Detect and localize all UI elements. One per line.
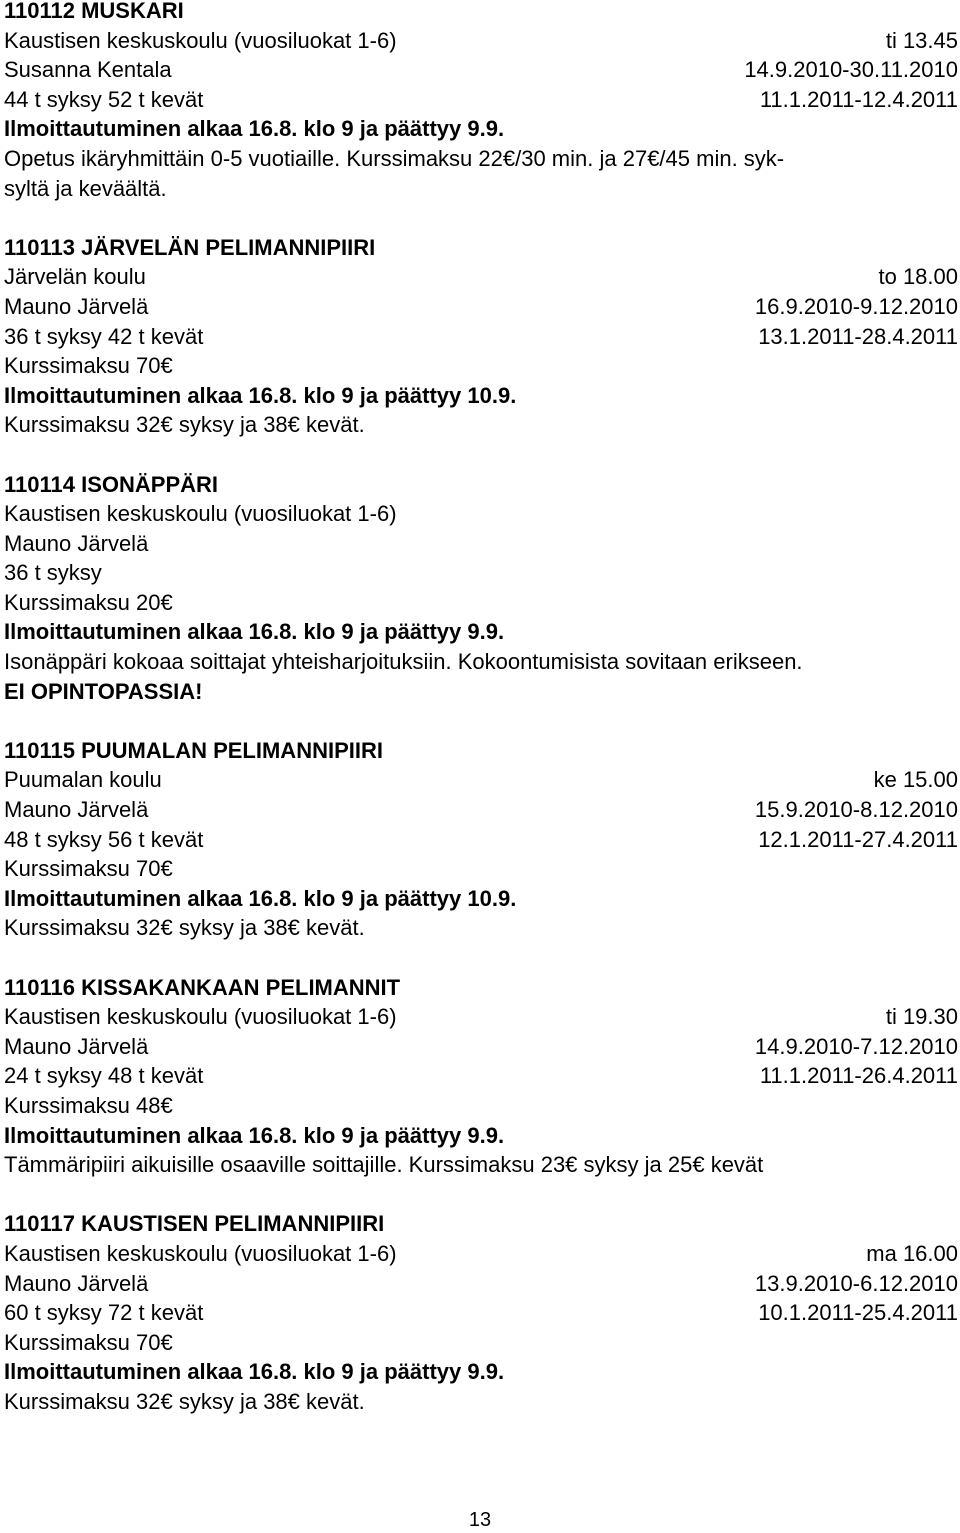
detail-text: Opetus ikäryhmittäin 0-5 vuotiaille. Kurssimaksu 22€/30 min. ja 27€/45 min. syk- <box>4 145 785 171</box>
course-detail-line <box>4 1298 958 1328</box>
schedule-value: ke 15.00 <box>873 767 958 793</box>
course-110112 <box>4 0 958 203</box>
detail-text: Kaustisen keskuskoulu (vuosiluokat 1-6) <box>4 501 397 527</box>
course-detail-line <box>4 529 958 559</box>
detail-text: Kaustisen keskuskoulu (vuosiluokat 1-6) <box>4 1240 397 1266</box>
course-detail-line <box>4 617 958 647</box>
section-spacer <box>4 706 958 736</box>
detail-text: 44 t syksy 52 t kevät <box>4 86 204 112</box>
section-spacer <box>4 203 958 233</box>
course-110116 <box>4 973 958 1180</box>
course-detail-line <box>4 1002 958 1032</box>
course-detail-line <box>4 647 958 677</box>
schedule-value: 16.9.2010-9.12.2010 <box>754 293 958 319</box>
detail-text: Ilmoittautuminen alkaa 16.8. klo 9 ja päättyy 9.9. <box>4 1359 505 1385</box>
course-detail-line <box>4 913 958 943</box>
schedule-value: ma 16.00 <box>866 1240 958 1266</box>
course-title: 110112 MUSKARI <box>4 0 184 23</box>
detail-text: 24 t syksy 48 t kevät <box>4 1063 204 1089</box>
course-detail-line <box>4 677 958 707</box>
course-detail-line <box>4 1061 958 1091</box>
course-detail-line <box>4 262 958 292</box>
detail-text: Mauno Järvelä <box>4 293 149 319</box>
detail-text: Kaustisen keskuskoulu (vuosiluokat 1-6) <box>4 27 397 53</box>
detail-text: Kurssimaksu 48€ <box>4 1092 173 1118</box>
detail-text: Mauno Järvelä <box>4 797 149 823</box>
course-detail-line <box>4 351 958 381</box>
detail-text: Ilmoittautuminen alkaa 16.8. klo 9 ja päättyy 10.9. <box>4 382 517 408</box>
course-title: 110115 PUUMALAN PELIMANNIPIIRI <box>4 737 383 763</box>
detail-text: 36 t syksy 42 t kevät <box>4 323 204 349</box>
course-detail-line <box>4 765 958 795</box>
course-title: 110114 ISONÄPPÄRI <box>4 471 219 497</box>
course-detail-line <box>4 1032 958 1062</box>
section-spacer <box>4 440 958 470</box>
schedule-value: to 18.00 <box>878 264 958 290</box>
schedule-value: ti 19.30 <box>885 1004 958 1030</box>
schedule-value: ti 13.45 <box>885 27 958 53</box>
detail-text: Susanna Kentala <box>4 57 172 83</box>
course-110113 <box>4 233 958 440</box>
page-number: 13 <box>468 1509 492 1531</box>
detail-text: Kurssimaksu 70€ <box>4 353 173 379</box>
course-detail-line <box>4 26 958 56</box>
detail-text: Kaustisen keskuskoulu (vuosiluokat 1-6) <box>4 1004 397 1030</box>
course-detail-line <box>4 499 958 529</box>
course-title: 110117 KAUSTISEN PELIMANNIPIIRI <box>4 1211 385 1237</box>
course-detail-line <box>4 381 958 411</box>
course-detail-line <box>4 114 958 144</box>
course-detail-line <box>4 854 958 884</box>
detail-text: Tämmäripiiri aikuisille osaaville soittajille. Kurssimaksu 23€ syksy ja 25€ kevät <box>4 1152 764 1178</box>
schedule-value: 11.1.2011-26.4.2011 <box>759 1063 958 1089</box>
detail-text: Kurssimaksu 20€ <box>4 589 173 615</box>
course-detail-line <box>4 588 958 618</box>
course-detail-line <box>4 174 958 204</box>
schedule-value: 12.1.2011-27.4.2011 <box>758 826 958 852</box>
course-detail-line <box>4 85 958 115</box>
course-detail-line <box>4 322 958 352</box>
schedule-value: 13.9.2010-6.12.2010 <box>754 1270 958 1296</box>
schedule-value: 15.9.2010-8.12.2010 <box>754 797 958 823</box>
detail-text: Mauno Järvelä <box>4 530 149 556</box>
detail-text: Kurssimaksu 32€ syksy ja 38€ kevät. <box>4 915 365 941</box>
course-detail-line <box>4 292 958 322</box>
detail-text: Kurssimaksu 70€ <box>4 1329 173 1355</box>
detail-text: Ilmoittautuminen alkaa 16.8. klo 9 ja päättyy 10.9. <box>4 885 517 911</box>
schedule-value: 14.9.2010-7.12.2010 <box>754 1033 958 1059</box>
course-detail-line <box>4 884 958 914</box>
detail-text: EI OPINTOPASSIA! <box>4 678 203 704</box>
course-110115 <box>4 736 958 943</box>
schedule-value: 14.9.2010-30.11.2010 <box>744 57 958 83</box>
section-spacer <box>4 1180 958 1210</box>
course-detail-line <box>4 1387 958 1417</box>
detail-text: 48 t syksy 56 t kevät <box>4 826 204 852</box>
course-detail-line <box>4 1150 958 1180</box>
schedule-value: 10.1.2011-25.4.2011 <box>758 1300 958 1326</box>
detail-text: Kurssimaksu 70€ <box>4 856 173 882</box>
detail-text: Mauno Järvelä <box>4 1033 149 1059</box>
course-detail-line <box>4 1328 958 1358</box>
section-spacer <box>4 943 958 973</box>
course-detail-line <box>4 144 958 174</box>
course-110117 <box>4 1209 958 1416</box>
course-detail-line <box>4 558 958 588</box>
course-title: 110116 KISSAKANKAAN PELIMANNIT <box>4 974 401 1000</box>
detail-text: syltä ja keväältä. <box>4 175 167 201</box>
course-detail-line <box>4 1357 958 1387</box>
document-page <box>4 0 958 1417</box>
course-detail-line <box>4 1269 958 1299</box>
detail-text: 36 t syksy <box>4 560 102 586</box>
course-detail-line <box>4 1091 958 1121</box>
course-title: 110113 JÄRVELÄN PELIMANNIPIIRI <box>4 234 376 260</box>
detail-text: Ilmoittautuminen alkaa 16.8. klo 9 ja päättyy 9.9. <box>4 619 505 645</box>
schedule-value: 11.1.2011-12.4.2011 <box>759 86 958 112</box>
course-detail-line <box>4 825 958 855</box>
detail-text: 60 t syksy 72 t kevät <box>4 1300 204 1326</box>
detail-text: Ilmoittautuminen alkaa 16.8. klo 9 ja päättyy 9.9. <box>4 1122 505 1148</box>
detail-text: Mauno Järvelä <box>4 1270 149 1296</box>
detail-text: Puumalan koulu <box>4 767 162 793</box>
course-detail-line <box>4 795 958 825</box>
course-detail-line <box>4 1239 958 1269</box>
course-detail-line <box>4 1121 958 1151</box>
detail-text: Kurssimaksu 32€ syksy ja 38€ kevät. <box>4 1388 365 1414</box>
course-110114 <box>4 470 958 707</box>
detail-text: Järvelän koulu <box>4 264 146 290</box>
detail-text: Kurssimaksu 32€ syksy ja 38€ kevät. <box>4 412 365 438</box>
course-detail-line <box>4 410 958 440</box>
schedule-value: 13.1.2011-28.4.2011 <box>758 323 958 349</box>
course-list <box>4 0 958 1417</box>
detail-text: Isonäppäri kokoaa soittajat yhteisharjoituksiin. Kokoontumisista sovitaan erikseen. <box>4 649 803 675</box>
detail-text: Ilmoittautuminen alkaa 16.8. klo 9 ja päättyy 9.9. <box>4 116 505 142</box>
course-detail-line <box>4 55 958 85</box>
